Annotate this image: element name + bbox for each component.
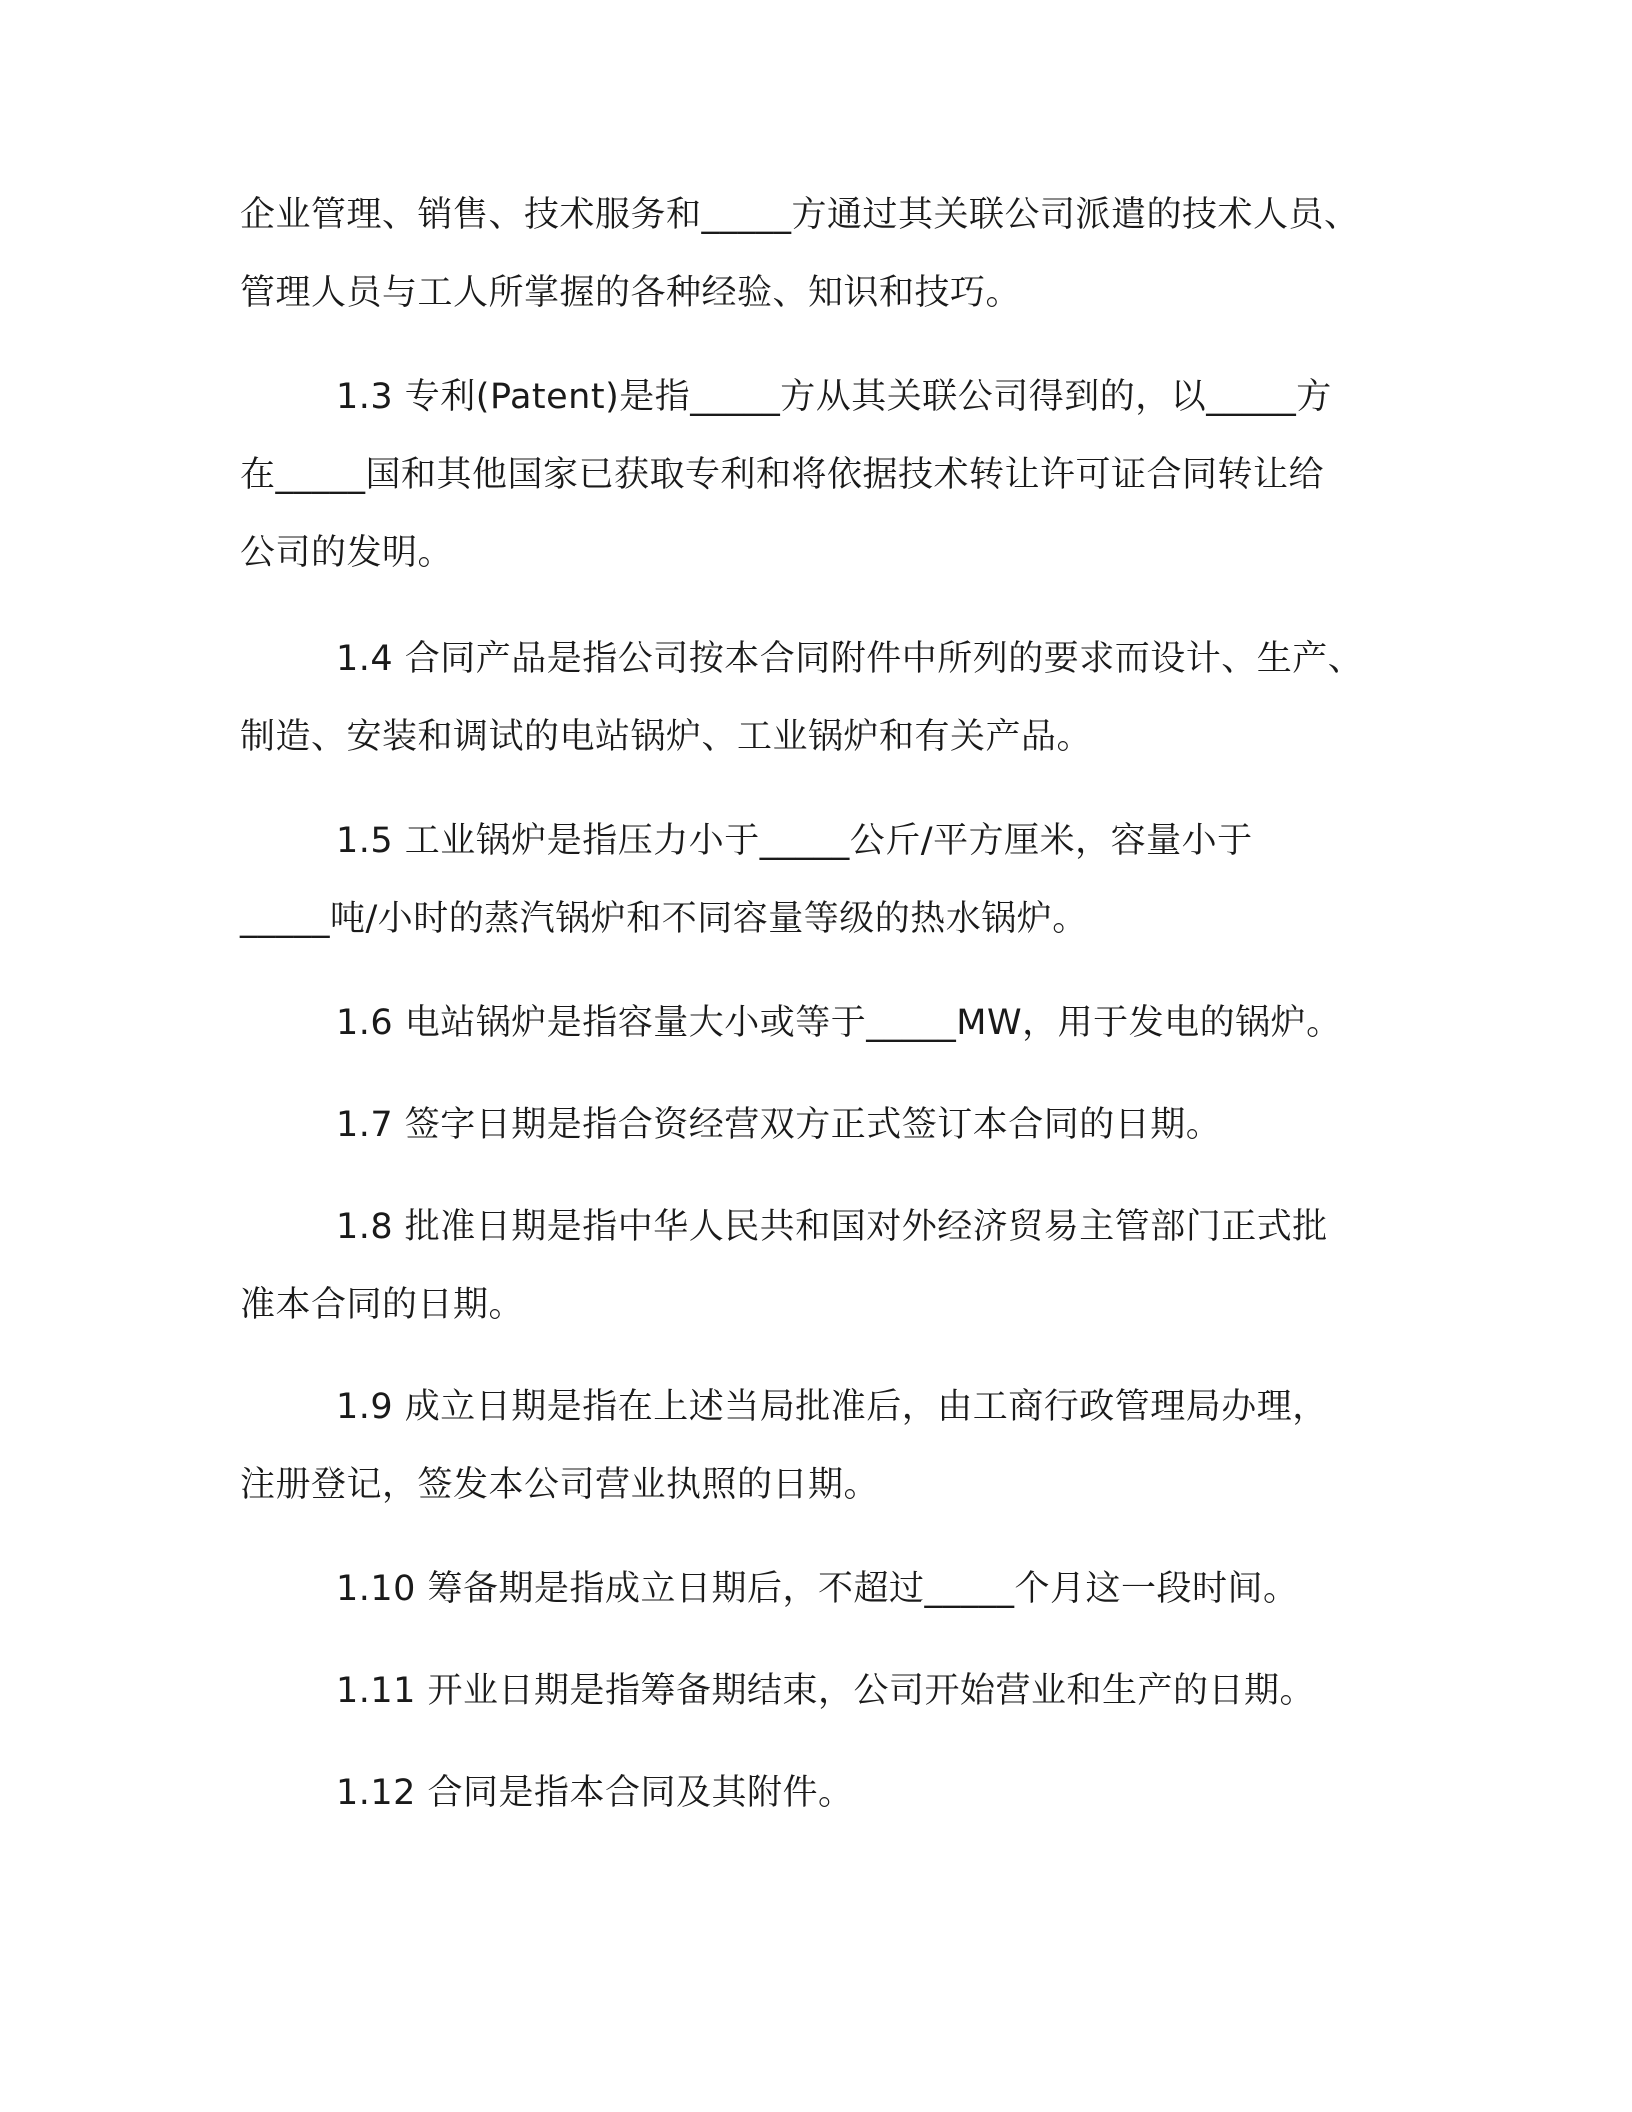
paragraph-line: 1.7 签字日期是指合资经营双方正式签订本合同的日期。 — [336, 1105, 1222, 1145]
paragraph-line: 在_____国和其他国家已获取专利和将依据技术转让许可证合同转让给 — [240, 455, 1325, 495]
paragraph-line: 1.6 电站锅炉是指容量大小或等于_____MW，用于发电的锅炉。 — [336, 1003, 1342, 1043]
clause-1-3 — [240, 358, 1410, 592]
paragraph-line: _____吨/小时的蒸汽锅炉和不同容量等级的热水锅炉。 — [240, 899, 1088, 939]
paragraph-line: 1.9 成立日期是指在上述当局批准后，由工商行政管理局办理， — [336, 1387, 1328, 1427]
paragraph-line: 1.3 专利(Patent)是指_____方从其关联公司得到的，以_____方 — [336, 377, 1332, 417]
paragraph-line: 1.10 筹备期是指成立日期后，不超过_____个月这一段时间。 — [336, 1569, 1299, 1609]
paragraph-line: 1.11 开业日期是指筹备期结束，公司开始营业和生产的日期。 — [336, 1671, 1316, 1711]
clause-1-7 — [240, 1086, 1410, 1164]
clause-1-5 — [240, 802, 1410, 958]
clause-1-12 — [240, 1754, 1410, 1832]
paragraph-continuation — [240, 176, 1410, 332]
paragraph-line: 企业管理、销售、技术服务和_____方通过其关联公司派遣的技术人员、 — [240, 195, 1360, 235]
paragraph-line: 公司的发明。 — [240, 533, 454, 573]
clause-1-4 — [240, 620, 1410, 776]
clause-1-9 — [240, 1368, 1410, 1524]
paragraph-line: 1.8 批准日期是指中华人民共和国对外经济贸易主管部门正式批 — [336, 1207, 1328, 1247]
paragraph-line: 1.12 合同是指本合同及其附件。 — [336, 1773, 854, 1813]
paragraph-line: 制造、安装和调试的电站锅炉、工业锅炉和有关产品。 — [240, 717, 1093, 757]
paragraph-line: 准本合同的日期。 — [240, 1285, 525, 1325]
paragraph-line: 1.4 合同产品是指公司按本合同附件中所列的要求而设计、生产、 — [336, 639, 1364, 679]
paragraph-line: 1.5 工业锅炉是指压力小于_____公斤/平方厘米，容量小于 — [336, 821, 1253, 861]
paragraph-line: 管理人员与工人所掌握的各种经验、知识和技巧。 — [240, 273, 1022, 313]
clause-1-11 — [240, 1652, 1410, 1730]
clause-1-10 — [240, 1550, 1410, 1628]
paragraph-line: 注册登记，签发本公司营业执照的日期。 — [240, 1465, 880, 1505]
clause-1-8 — [240, 1188, 1410, 1344]
clause-1-6 — [240, 984, 1410, 1062]
